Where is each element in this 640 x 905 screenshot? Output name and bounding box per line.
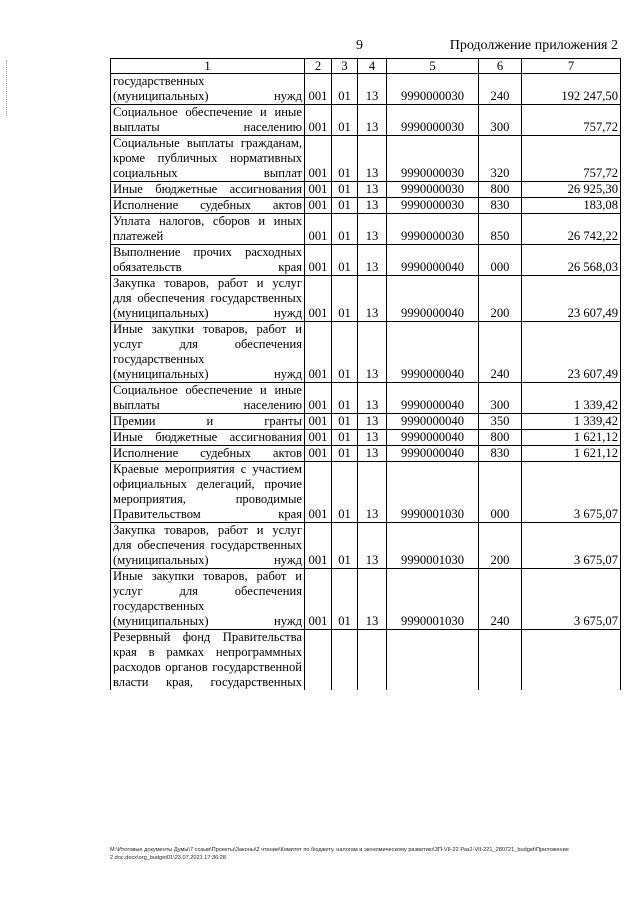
- column-header: 3: [332, 59, 358, 74]
- table-row: [111, 198, 621, 214]
- row-cell-c4: 13: [358, 276, 387, 322]
- row-cell-c6: 350: [479, 414, 522, 430]
- row-cell-c7: 757,72: [522, 105, 621, 136]
- row-cell-c4: 13: [358, 245, 387, 276]
- row-cell-c2: 001: [305, 523, 332, 569]
- row-cell-c3: 01: [332, 276, 358, 322]
- row-cell-c2: 001: [305, 322, 332, 383]
- table-row: [111, 630, 621, 691]
- row-cell-c6: 000: [479, 245, 522, 276]
- row-cell-c4: 13: [358, 414, 387, 430]
- row-name-cell: Иные бюджетные ассигнования: [111, 182, 305, 198]
- row-cell-c6: 800: [479, 430, 522, 446]
- row-cell-c3: 01: [332, 74, 358, 105]
- row-cell-c6: 830: [479, 198, 522, 214]
- table-row: [111, 245, 621, 276]
- row-cell-c6: 850: [479, 214, 522, 245]
- row-cell-c6: [479, 630, 522, 691]
- row-cell-c7: 192 247,50: [522, 74, 621, 105]
- row-cell-c2: [305, 630, 332, 691]
- row-name-cell: Премии и гранты: [111, 414, 305, 430]
- row-cell-c7: 23 607,49: [522, 276, 621, 322]
- row-cell-c4: 13: [358, 383, 387, 414]
- row-cell-c7: 26 568,03: [522, 245, 621, 276]
- row-cell-c2: 001: [305, 276, 332, 322]
- row-name-cell: Резервный фонд Правительства края в рамках непрограммных расходов органов государственной власти края, государственных: [111, 630, 305, 691]
- row-cell-c3: 01: [332, 136, 358, 182]
- table-row: [111, 414, 621, 430]
- row-cell-c3: 01: [332, 182, 358, 198]
- column-header: 6: [479, 59, 522, 74]
- row-cell-c3: 01: [332, 430, 358, 446]
- row-cell-c7: 183,08: [522, 198, 621, 214]
- row-cell-c5: 9990001030: [387, 569, 479, 630]
- row-cell-c3: 01: [332, 383, 358, 414]
- table-row: [111, 523, 621, 569]
- row-cell-c3: 01: [332, 245, 358, 276]
- row-name-cell: государственных (муниципальных) нужд: [111, 74, 305, 105]
- page-number: 9: [356, 38, 363, 53]
- row-cell-c4: 13: [358, 569, 387, 630]
- row-cell-c7: 1 621,12: [522, 446, 621, 462]
- table-row: [111, 276, 621, 322]
- table-row: [111, 383, 621, 414]
- document-path-footer: M:\Итоговые документы Думы\7 созыв\Проекты\Законы\2 чтение\Комитет по бюджету, налогам и экономическому развитию\ЗП-VII-22 Раз2-VII-221_280721_budget\Приложение 2.doc.docx\org_budget01\23.07.2021 17:36:28: [110, 847, 569, 861]
- row-cell-c6: 830: [479, 446, 522, 462]
- row-name-cell: Закупка товаров, работ и услуг для обеспечения государственных (муниципальных) нужд: [111, 523, 305, 569]
- row-cell-c6: 240: [479, 322, 522, 383]
- row-name-cell: Закупка товаров, работ и услуг для обеспечения государственных (муниципальных) нужд: [111, 276, 305, 322]
- row-cell-c7: 757,72: [522, 136, 621, 182]
- row-cell-c7: 26 925,30: [522, 182, 621, 198]
- row-cell-c5: [387, 630, 479, 691]
- row-cell-c5: 9990000040: [387, 245, 479, 276]
- row-cell-c2: 001: [305, 414, 332, 430]
- row-cell-c5: 9990000030: [387, 105, 479, 136]
- row-name-cell: Краевые мероприятия с участием официальных делегаций, прочие мероприятия, проводимые Правительством края: [111, 462, 305, 523]
- row-cell-c3: 01: [332, 569, 358, 630]
- row-cell-c7: 1 339,42: [522, 414, 621, 430]
- row-cell-c7: [522, 630, 621, 691]
- row-cell-c3: 01: [332, 214, 358, 245]
- column-header: 5: [387, 59, 479, 74]
- row-cell-c6: 200: [479, 523, 522, 569]
- row-cell-c4: 13: [358, 430, 387, 446]
- row-cell-c4: 13: [358, 214, 387, 245]
- row-name-cell: Выполнение прочих расходных обязательств края: [111, 245, 305, 276]
- row-name-cell: Иные закупки товаров, работ и услуг для обеспечения государственных (муниципальных) нужд: [111, 569, 305, 630]
- row-cell-c2: 001: [305, 198, 332, 214]
- row-cell-c4: 13: [358, 446, 387, 462]
- row-cell-c4: 13: [358, 74, 387, 105]
- row-cell-c6: 300: [479, 105, 522, 136]
- row-cell-c3: 01: [332, 105, 358, 136]
- row-cell-c6: 200: [479, 276, 522, 322]
- row-cell-c5: 9990001030: [387, 462, 479, 523]
- row-cell-c5: 9990000040: [387, 430, 479, 446]
- row-cell-c4: [358, 630, 387, 691]
- row-cell-c7: 3 675,07: [522, 462, 621, 523]
- row-name-cell: Исполнение судебных актов: [111, 446, 305, 462]
- row-name-cell: Социальное обеспечение и иные выплаты населению: [111, 383, 305, 414]
- column-header: 1: [111, 59, 305, 74]
- row-cell-c7: 1 621,12: [522, 430, 621, 446]
- row-name-cell: Уплата налогов, сборов и иных платежей: [111, 214, 305, 245]
- row-cell-c7: 3 675,07: [522, 569, 621, 630]
- table-row: [111, 74, 621, 105]
- row-cell-c2: 001: [305, 462, 332, 523]
- row-name-cell: Социальное обеспечение и иные выплаты населению: [111, 105, 305, 136]
- column-number-row: [111, 59, 621, 74]
- row-cell-c4: 13: [358, 182, 387, 198]
- row-cell-c6: 800: [479, 182, 522, 198]
- table-row: [111, 462, 621, 523]
- row-cell-c3: 01: [332, 462, 358, 523]
- row-cell-c5: 9990000030: [387, 182, 479, 198]
- row-cell-c2: 001: [305, 569, 332, 630]
- row-cell-c3: 01: [332, 414, 358, 430]
- row-cell-c5: 9990001030: [387, 523, 479, 569]
- row-name-cell: Иные бюджетные ассигнования: [111, 430, 305, 446]
- row-cell-c2: 001: [305, 74, 332, 105]
- table-row: [111, 322, 621, 383]
- row-cell-c3: 01: [332, 523, 358, 569]
- row-cell-c2: 001: [305, 214, 332, 245]
- row-cell-c2: 001: [305, 105, 332, 136]
- row-cell-c5: 9990000040: [387, 446, 479, 462]
- row-name-cell: Исполнение судебных актов: [111, 198, 305, 214]
- row-cell-c6: 240: [479, 569, 522, 630]
- budget-table: [110, 58, 621, 690]
- row-cell-c5: 9990000030: [387, 198, 479, 214]
- row-cell-c5: 9990000030: [387, 214, 479, 245]
- row-name-cell: Иные закупки товаров, работ и услуг для обеспечения государственных (муниципальных) нужд: [111, 322, 305, 383]
- table-row: [111, 182, 621, 198]
- row-cell-c7: 1 339,42: [522, 383, 621, 414]
- row-name-cell: Социальные выплаты гражданам, кроме публичных нормативных социальных выплат: [111, 136, 305, 182]
- table-row: [111, 569, 621, 630]
- table-row: [111, 430, 621, 446]
- row-cell-c6: 300: [479, 383, 522, 414]
- row-cell-c2: 001: [305, 446, 332, 462]
- row-cell-c3: [332, 630, 358, 691]
- row-cell-c5: 9990000040: [387, 322, 479, 383]
- row-cell-c3: 01: [332, 446, 358, 462]
- row-cell-c7: 23 607,49: [522, 322, 621, 383]
- column-header: 4: [358, 59, 387, 74]
- row-cell-c5: 9990000040: [387, 276, 479, 322]
- table-row: [111, 446, 621, 462]
- row-cell-c2: 001: [305, 245, 332, 276]
- row-cell-c4: 13: [358, 105, 387, 136]
- column-header: 7: [522, 59, 621, 74]
- table-row: [111, 214, 621, 245]
- table-row: [111, 105, 621, 136]
- continuation-label: Продолжение приложения 2: [449, 38, 618, 53]
- row-cell-c2: 001: [305, 430, 332, 446]
- row-cell-c4: 13: [358, 136, 387, 182]
- table-row: [111, 136, 621, 182]
- row-cell-c5: 9990000040: [387, 414, 479, 430]
- row-cell-c6: 320: [479, 136, 522, 182]
- row-cell-c7: 3 675,07: [522, 523, 621, 569]
- row-cell-c2: 001: [305, 383, 332, 414]
- row-cell-c3: 01: [332, 198, 358, 214]
- row-cell-c4: 13: [358, 523, 387, 569]
- row-cell-c3: 01: [332, 322, 358, 383]
- row-cell-c5: 9990000030: [387, 74, 479, 105]
- column-header: 2: [305, 59, 332, 74]
- row-cell-c2: 001: [305, 136, 332, 182]
- row-cell-c4: 13: [358, 198, 387, 214]
- row-cell-c7: 26 742,22: [522, 214, 621, 245]
- row-cell-c4: 13: [358, 462, 387, 523]
- margin-mark: [6, 60, 8, 116]
- row-cell-c6: 000: [479, 462, 522, 523]
- row-cell-c5: 9990000040: [387, 383, 479, 414]
- row-cell-c4: 13: [358, 322, 387, 383]
- row-cell-c5: 9990000030: [387, 136, 479, 182]
- row-cell-c6: 240: [479, 74, 522, 105]
- row-cell-c2: 001: [305, 182, 332, 198]
